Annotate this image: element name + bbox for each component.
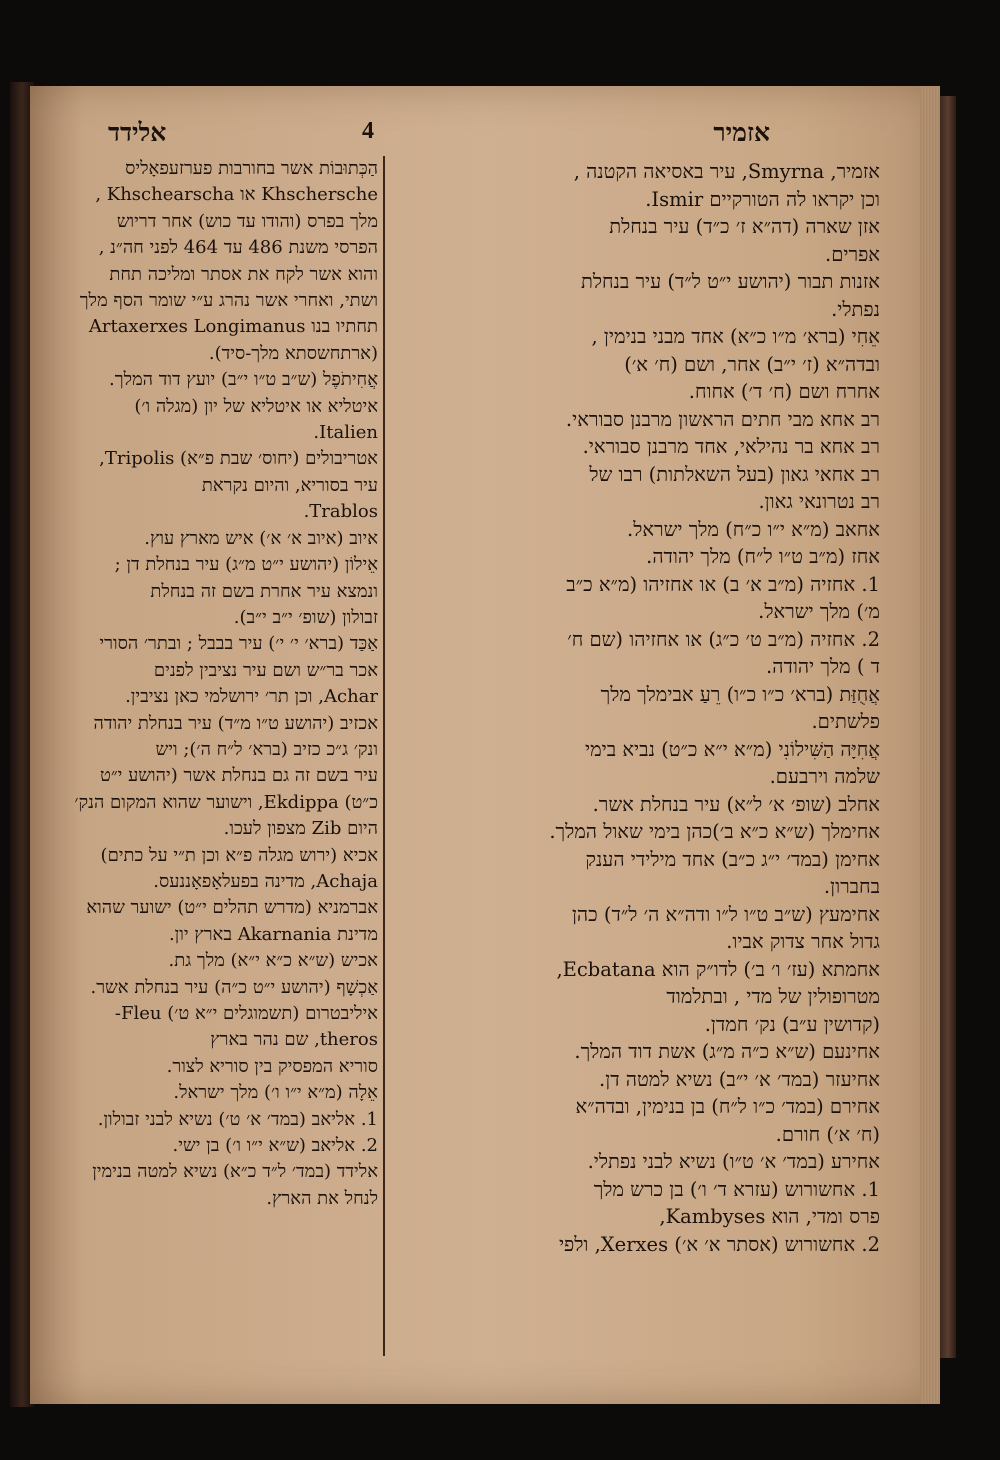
left-column-line: והוא אשר לקח את אסתר ומליכה תחת — [109, 263, 378, 285]
right-column-line: אזן שארה (דה״א ז׳ כ״ד) עיר בנחלת — [609, 215, 880, 238]
right-column-line: אחירע (במד׳ א׳ ט״ו) נשיא לבני נפתלי. — [587, 1150, 880, 1173]
right-column-line: 2. אחזיה (מ״ב ט׳ כ״ג) או אחזיהו (שם ח׳ — [567, 627, 880, 651]
left-column-line: אֵילוֹן (יהושע י״ט מ״ג) עיר בנחלת דן ; — [114, 554, 378, 576]
right-column-line: בחברון. — [823, 875, 880, 898]
right-column-line: אחרח ושם (ח׳ ד׳) אחוח. — [688, 380, 880, 403]
right-column-line: אזמיר, Smyrna, עיר באסיאה הקטנה , — [573, 160, 880, 183]
right-column-line: ד ) מלך יהודה. — [766, 655, 880, 678]
right-column-line: אחלב (שופ׳ א׳ ל״א) עיר בנחלת אשר. — [592, 792, 880, 816]
right-column-line: אזנות תבור (יהושע י״ט ל״ד) עיר בנחלת — [580, 270, 880, 293]
left-column-line: כ״ט) Ekdippa, וישוער שהוא המקום הנק׳ — [74, 791, 378, 813]
left-column-line: אַכַּד (ברא׳ י׳ י׳) עיר בבבל ; ובתר׳ הסורי — [99, 633, 378, 655]
left-column-line: אברמניא (מדרש תהלים י״ט) ישוער שהוא — [86, 897, 378, 919]
left-column-line: אלידד (במד׳ ל״ד כ״א) נשיא למטה בנימין — [92, 1161, 378, 1183]
page-number: 4 — [362, 118, 374, 144]
left-column-line: הַכְּתוּבוֹת אשר בחורבות פערזעפאָליס — [125, 158, 378, 179]
left-column-line: 1. אליאב (במד׳ א׳ ט׳) נשיא לבני זבולון. — [97, 1108, 378, 1130]
left-column-line: הפרסי משנת 486 עד 464 לפני חה״נ , — [98, 237, 378, 259]
right-column-line: 1. אחזיה (מ״ב א׳ ב) או אחזיהו (מ״א כ״ב — [566, 572, 880, 596]
header-left-word: אלידד — [108, 118, 167, 147]
right-column-line: אחינעם (ש״א כ״ה מ״ג) אשת דוד המלך. — [574, 1040, 880, 1063]
left-column-line: היום Zib מצפון לעכו. — [223, 818, 378, 840]
left-column — [42, 156, 378, 1212]
left-column-line: 2. אליאב (ש״א י״ו ו׳) בן ישי. — [172, 1135, 378, 1157]
right-column-line: 1. אחשורוש (עזרא ד׳ ו׳) בן כרש מלך — [593, 1177, 880, 1201]
left-column-line: אַכְשָׁף (יהושע י״ט כ״ה) עיר בנחלת אשר. — [90, 976, 378, 998]
book-cover-edge — [940, 96, 956, 1358]
right-column-line: מ׳) מלך ישראל. — [758, 600, 880, 623]
right-column-line: רב אחא מבי חתים הראשון מרבנן סבוראי. — [565, 407, 880, 431]
left-column-line: אכיא (ירוש מגלה פ״א וכן ת״י על כתים) — [100, 844, 378, 866]
left-column-line: theros, שם נהר בארץ — [210, 1029, 378, 1051]
right-column-line: מטרופולין של מדי , ובתלמוד — [666, 985, 880, 1008]
right-column-line: אחאב (מ״א י״ו כ״ח) מלך ישראל. — [627, 517, 880, 541]
left-column-line: Trablos. — [303, 501, 378, 523]
left-column-line: אֲחִיתֹפֶל (ש״ב ט״ו י״ב) יועץ דוד המלך. — [109, 369, 378, 391]
left-column-line: מלך בפרס (והודו עד כוש) אחר דריוש — [116, 210, 378, 232]
left-column-line: איליבטרום (תשמוגלים י״א ט׳) Fleu- — [114, 1003, 378, 1024]
left-column-line: לנחל את הארץ. — [266, 1187, 378, 1209]
left-column-line: איטליא או איטליא של יון (מגלה ו׳) — [134, 395, 378, 417]
left-column-line: Italien. — [313, 422, 378, 444]
left-column-line: Achar, וכן תר׳ ירושלמי כאן נציבין. — [125, 686, 378, 708]
left-column-line: Achaja, מדינה בפעלאָפאָננעס. — [153, 870, 378, 892]
right-column-line: (קדושין ע״ב) נק׳ חמדן. — [704, 1012, 880, 1036]
left-column-line: זבולון (שופ׳ י״ב י״ב). — [233, 606, 378, 628]
left-column-line: מדינת Akarnania בארץ יון. — [168, 923, 378, 945]
left-column-line: ושתי, ואחרי אשר נהרג ע״י שומר הסף מלך — [79, 290, 378, 312]
right-column-line: פרס ומדי, הוא Kambyses, — [659, 1205, 880, 1228]
right-column-line: אחימעץ (ש״ב ט״ו ל״ו ודה״א ה׳ ל״ד) כהן — [571, 902, 880, 926]
right-column-line: אֲחֻזַּת (ברא׳ כ״ו כ״ו) רֵעַ אבימלך מלך — [600, 682, 880, 706]
right-column-line: גדול אחר צדוק אביו. — [726, 930, 880, 953]
right-column-line: נפתלי. — [831, 297, 880, 321]
left-column-line: תחתיו בנו Artaxerxes Longimanus — [88, 316, 378, 338]
right-column-line: אחיעזר (במד׳ א׳ י״ב) נשיא למטה דן. — [599, 1067, 880, 1091]
right-column-line: אֲחִיָּה הַשִּׁילוֹנִי (מ״א י״א כ״ט) נביא בימי — [584, 737, 880, 761]
column-divider — [383, 156, 385, 1356]
right-column-line: וכן יקראו לה הטורקיים Ismir. — [645, 187, 880, 211]
left-column-line: סוריא המפסיק בין סוריא לצור. — [166, 1055, 378, 1077]
right-column-line: רב נטרונאי גאון. — [758, 490, 880, 513]
right-column-line: אחירם (במד׳ כ״ו ל״ח) בן בנימין, ובדה״א — [575, 1095, 880, 1118]
right-column-line: אחמתא (עז׳ ו׳ ב׳) לדו״ק הוא Ecbatana, — [556, 957, 880, 981]
right-column-line: אֵחִי (ברא׳ מ״ו כ״א) אחד מבני בנימין , — [591, 325, 880, 348]
right-column — [394, 158, 880, 1258]
right-column-line: (ח׳ א׳) חורם. — [775, 1122, 880, 1146]
right-column-line: ובדה״א (ז׳ י״ב) אחר, ושם (ח׳ א׳) — [624, 352, 880, 376]
right-column-line: 2. אחשורוש (אסתר א׳ א׳) Xerxes, ולפי — [558, 1232, 880, 1256]
left-column-line: אֵלָה (מ״א י״ו ו׳) מלך ישראל. — [173, 1082, 378, 1104]
right-column-line: פלשתים. — [811, 710, 880, 733]
page-edges — [920, 86, 940, 1404]
left-column-line: Khschersche או Khschearscha , — [95, 184, 378, 206]
right-column-line: אחימלך (ש״א כ״א ב׳)כהן בימי שאול המלך. — [549, 820, 880, 843]
right-column-line: אחז (מ״ב ט״ו ל״ח) מלך יהודה. — [646, 545, 880, 568]
left-column-line: אכזיב (יהושע ט״ו מ״ד) עיר בנחלת יהודה — [93, 712, 378, 734]
right-column-line: רב אחאי גאון (בעל השאלתות) רבו של — [589, 462, 880, 486]
header-right-word: אזמיר — [713, 118, 770, 147]
right-column-line: רב אחא בר נהילאי, אחד מרבנן סבוראי. — [582, 435, 880, 458]
right-column-line: אחימן (במד׳ י״ג כ״ב) אחד מילידי הענק — [585, 847, 880, 871]
left-column-line: איוב (איוב א׳ א׳) איש מארץ עוץ. — [144, 527, 378, 549]
left-column-line: אכיש (ש״א כ״א י״א) מלך גת. — [168, 950, 378, 972]
left-column-line: עיר בסוריא, והיום נקראת — [201, 474, 378, 496]
right-column-line: שלמה וירבעם. — [769, 765, 880, 788]
right-column-line: אפרים. — [825, 242, 880, 266]
left-column-line: (ארתחשסתא מלך-סיד). — [208, 342, 378, 364]
left-column-line: אטריבולים (יחוס׳ שבת פ״א) Tripolis, — [99, 448, 378, 470]
left-column-line: ונק׳ ג״כ כזיב (ברא׳ ל״ח ה׳); ויש — [155, 738, 378, 760]
left-column-line: אכר בר״ש ושם עיר נציבין לפנים — [153, 659, 378, 681]
left-column-line: ונמצא עיר אחרת בשם זה בנחלת — [150, 580, 378, 602]
left-column-line: עיר בשם זה גם בנחלת אשר (יהושע י״ט — [99, 765, 378, 787]
page-header — [0, 118, 1000, 148]
